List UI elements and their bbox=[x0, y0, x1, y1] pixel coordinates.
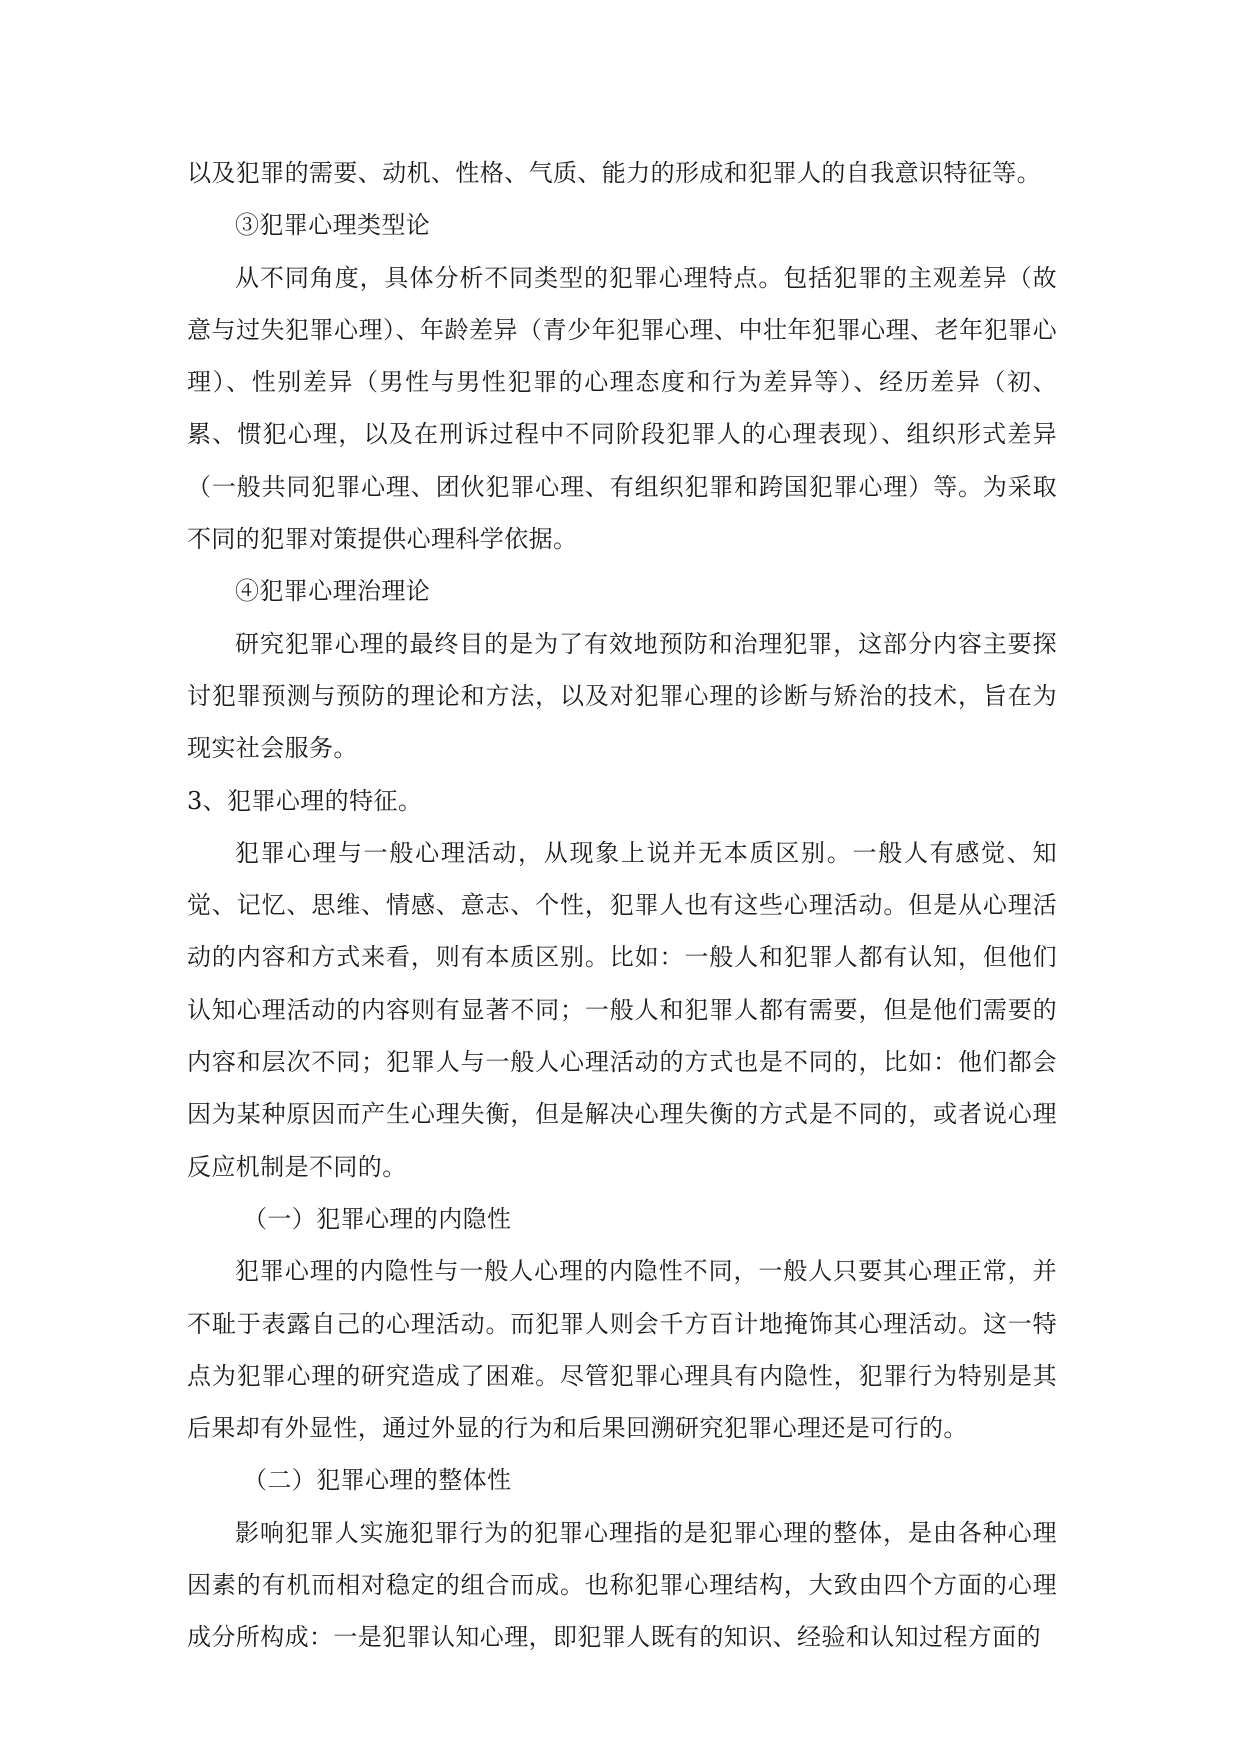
section-heading-features: 3、犯罪心理的特征。 bbox=[187, 786, 423, 815]
subheading-concealment: （一）犯罪心理的内隐性 bbox=[243, 1204, 512, 1233]
paragraph-features: 犯罪心理与一般心理活动，从现象上说并无本质区别。一般人有感觉、知觉、记忆、思维、情感、意志、个性，犯罪人也有这些心理活动。但是从心理活动的内容和方式来看，则有本质区别。比如：一般人和犯罪人都有认知，但他们认知心理活动的内容则有显著不同；一般人和犯罪人都有需要，但是他们需要的内容和层次不同；犯罪人与一般人心理活动的方式也是不同的，比如：他们都会因为某种原因而产生心理失衡，但是解决心理失衡的方式是不同的，或者说心理反应机制是不同的。 bbox=[187, 838, 1057, 1181]
paragraph-governance-theory: 研究犯罪心理的最终目的是为了有效地预防和治理犯罪，这部分内容主要探讨犯罪预测与预防的理论和方法，以及对犯罪心理的诊断与矫治的技术，旨在为现实社会服务。 bbox=[187, 629, 1057, 763]
subheading-type-theory: ③犯罪心理类型论 bbox=[235, 211, 431, 240]
paragraph-concealment: 犯罪心理的内隐性与一般人心理的内隐性不同，一般人只要其心理正常，并不耻于表露自己的心理活动。而犯罪人则会千方百计地掩饰其心理活动。这一特点为犯罪心理的研究造成了困难。尽管犯罪心理具有内隐性，犯罪行为特别是其后果却有外显性，通过外显的行为和后果回溯研究犯罪心理还是可行的。 bbox=[187, 1257, 1057, 1443]
paragraph-type-theory: 从不同角度，具体分析不同类型的犯罪心理特点。包括犯罪的主观差异（故意与过失犯罪心理）、年龄差异（青少年犯罪心理、中壮年犯罪心理、老年犯罪心理）、性别差异（男性与男性犯罪的心理态度和行为差异等）、经历差异（初、累、惯犯心理，以及在刑诉过程中不同阶段犯罪人的心理表现）、组织形式差异（一般共同犯罪心理、团伙犯罪心理、有组织犯罪和跨国犯罪心理）等。为采取不同的犯罪对策提供心理科学依据。 bbox=[187, 263, 1057, 554]
document-body bbox=[187, 147, 1057, 1664]
subheading-integrity: （二）犯罪心理的整体性 bbox=[243, 1466, 512, 1495]
subheading-governance-theory: ④犯罪心理治理论 bbox=[235, 577, 431, 606]
paragraph-integrity: 影响犯罪人实施犯罪行为的犯罪心理指的是犯罪心理的整体，是由各种心理因素的有机而相对稳定的组合而成。也称犯罪心理结构，大致由四个方面的心理成分所构成：一是犯罪认知心理，即犯罪人既有的知识、经验和认知过程方面的 bbox=[187, 1518, 1057, 1652]
paragraph-continuation: 以及犯罪的需要、动机、性格、气质、能力的形成和犯罪人的自我意识特征等。 bbox=[187, 159, 1041, 187]
